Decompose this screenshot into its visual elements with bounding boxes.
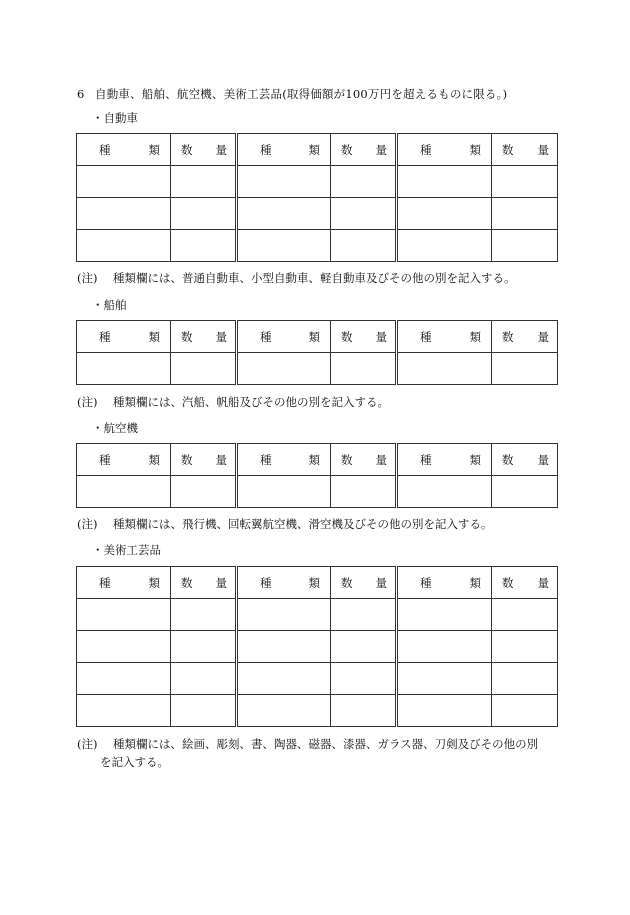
quantity-cell[interactable] (331, 230, 397, 262)
kind-header (397, 444, 492, 476)
quantity-header-char: 数 (502, 142, 514, 157)
kind-header-char: 種 (420, 142, 432, 157)
quantity-header (492, 321, 558, 353)
section-heading (77, 86, 507, 102)
ship-note (77, 394, 389, 410)
quantity-cell[interactable] (331, 631, 397, 663)
kind-cell[interactable] (397, 230, 492, 262)
kind-header-char: 類 (469, 575, 481, 590)
kind-header-char: 類 (148, 329, 160, 344)
artwork-note-continued: を記入する。 (100, 755, 169, 769)
quantity-header-char: 量 (537, 142, 549, 157)
kind-header-char: 類 (148, 575, 160, 590)
kind-cell[interactable] (237, 230, 331, 262)
table-header-row (77, 444, 558, 476)
kind-cell[interactable] (237, 695, 331, 727)
quantity-header-char: 数 (341, 329, 353, 344)
quantity-header (331, 444, 397, 476)
kind-header-char: 類 (308, 329, 320, 344)
quantity-header-char: 量 (215, 142, 227, 157)
quantity-header-char: 数 (181, 575, 193, 590)
quantity-header-char: 数 (181, 329, 193, 344)
kind-cell[interactable] (237, 353, 331, 385)
note-tag: (注) (77, 395, 98, 409)
quantity-header (171, 321, 237, 353)
kind-cell[interactable] (397, 631, 492, 663)
quantity-header-char: 量 (215, 452, 227, 467)
kind-cell[interactable] (77, 663, 171, 695)
quantity-header (331, 567, 397, 599)
quantity-header (171, 567, 237, 599)
quantity-header-char: 量 (537, 329, 549, 344)
kind-cell[interactable] (237, 198, 331, 230)
kind-cell[interactable] (77, 166, 171, 198)
kind-header-char: 種 (420, 452, 432, 467)
quantity-cell[interactable] (331, 599, 397, 631)
group-label-automobile: ・自動車 (92, 111, 138, 125)
kind-header-char: 類 (469, 142, 481, 157)
quantity-cell[interactable] (492, 599, 558, 631)
table-row (77, 631, 558, 663)
quantity-cell[interactable] (492, 631, 558, 663)
kind-cell[interactable] (77, 695, 171, 727)
kind-header-char: 種 (99, 329, 111, 344)
section-number: 6 (77, 87, 85, 101)
quantity-cell[interactable] (171, 476, 237, 508)
table-header-row (77, 321, 558, 353)
kind-header (77, 321, 171, 353)
artwork-table (76, 566, 558, 727)
quantity-cell[interactable] (171, 198, 237, 230)
quantity-header-char: 数 (341, 575, 353, 590)
kind-header (237, 321, 331, 353)
kind-header (237, 134, 331, 166)
kind-header (397, 321, 492, 353)
note-text: 種類欄には、絵画、彫刻、書、陶器、磁器、漆器、ガラス器、刀剣及びその他の別 (113, 737, 539, 751)
kind-header-char: 類 (469, 452, 481, 467)
kind-header-char: 種 (260, 575, 272, 590)
quantity-header-char: 量 (375, 142, 387, 157)
quantity-cell[interactable] (492, 230, 558, 262)
kind-header (397, 134, 492, 166)
quantity-header-char: 量 (215, 329, 227, 344)
kind-header-char: 類 (148, 142, 160, 157)
kind-header (397, 567, 492, 599)
quantity-header (171, 444, 237, 476)
quantity-header-char: 数 (502, 329, 514, 344)
kind-cell[interactable] (237, 476, 331, 508)
quantity-header-char: 量 (215, 575, 227, 590)
kind-cell[interactable] (397, 166, 492, 198)
kind-header-char: 種 (260, 452, 272, 467)
quantity-header (492, 567, 558, 599)
quantity-cell[interactable] (171, 599, 237, 631)
kind-cell[interactable] (77, 353, 171, 385)
automobile-note (77, 270, 516, 286)
quantity-cell[interactable] (331, 695, 397, 727)
table-header-row (77, 567, 558, 599)
kind-header (237, 444, 331, 476)
aircraft-note (77, 516, 493, 532)
group-label-ship: ・船舶 (92, 298, 127, 312)
quantity-cell[interactable] (492, 198, 558, 230)
ship-table (76, 320, 558, 385)
kind-header-char: 類 (308, 142, 320, 157)
kind-header-char: 種 (99, 575, 111, 590)
kind-cell[interactable] (237, 663, 331, 695)
table-row (77, 166, 558, 198)
kind-cell[interactable] (77, 476, 171, 508)
table-row (77, 663, 558, 695)
quantity-header (331, 321, 397, 353)
table-row (77, 353, 558, 385)
kind-header-char: 種 (99, 452, 111, 467)
kind-header (77, 567, 171, 599)
quantity-header (492, 444, 558, 476)
group-label-artwork: ・美術工芸品 (92, 543, 161, 557)
quantity-cell[interactable] (171, 631, 237, 663)
kind-header (237, 567, 331, 599)
note-tag: (注) (77, 737, 98, 751)
kind-cell[interactable] (237, 599, 331, 631)
quantity-cell[interactable] (171, 695, 237, 727)
kind-cell[interactable] (77, 631, 171, 663)
note-text: 種類欄には、汽船、帆船及びその他の別を記入する。 (113, 395, 389, 409)
table-row (77, 198, 558, 230)
quantity-cell[interactable] (492, 663, 558, 695)
quantity-header-char: 量 (375, 452, 387, 467)
quantity-header-char: 量 (537, 575, 549, 590)
quantity-header (331, 134, 397, 166)
quantity-cell[interactable] (331, 353, 397, 385)
note-text: 種類欄には、飛行機、回転翼航空機、滑空機及びその他の別を記入する。 (113, 517, 493, 531)
kind-header-char: 類 (148, 452, 160, 467)
section-title: 自動車、船舶、航空機、美術工芸品(取得価額が100万円を超えるものに限る。) (95, 87, 508, 101)
quantity-cell[interactable] (171, 663, 237, 695)
kind-header-char: 類 (308, 575, 320, 590)
quantity-header-char: 数 (502, 575, 514, 590)
artwork-note (77, 736, 538, 752)
quantity-header-char: 量 (375, 329, 387, 344)
quantity-header-char: 数 (181, 452, 193, 467)
quantity-cell[interactable] (331, 663, 397, 695)
kind-header-char: 種 (260, 142, 272, 157)
quantity-header (492, 134, 558, 166)
kind-cell[interactable] (237, 166, 331, 198)
kind-header-char: 種 (420, 329, 432, 344)
kind-header-char: 種 (260, 329, 272, 344)
note-tag: (注) (77, 517, 98, 531)
kind-header-char: 類 (308, 452, 320, 467)
quantity-header (171, 134, 237, 166)
kind-cell[interactable] (397, 198, 492, 230)
quantity-header-char: 数 (502, 452, 514, 467)
kind-header-char: 種 (99, 142, 111, 157)
quantity-cell[interactable] (171, 166, 237, 198)
quantity-cell[interactable] (492, 353, 558, 385)
quantity-cell[interactable] (171, 230, 237, 262)
aircraft-table (76, 443, 558, 508)
table-row (77, 230, 558, 262)
note-tag: (注) (77, 271, 98, 285)
quantity-cell[interactable] (171, 353, 237, 385)
table-header-row (77, 134, 558, 166)
kind-cell[interactable] (397, 476, 492, 508)
quantity-cell[interactable] (331, 166, 397, 198)
kind-header (77, 134, 171, 166)
table-row (77, 695, 558, 727)
quantity-header-char: 量 (375, 575, 387, 590)
quantity-header-char: 数 (341, 452, 353, 467)
quantity-cell[interactable] (492, 695, 558, 727)
quantity-header-char: 数 (341, 142, 353, 157)
kind-cell[interactable] (77, 198, 171, 230)
kind-cell[interactable] (397, 353, 492, 385)
quantity-cell[interactable] (331, 476, 397, 508)
group-label-aircraft: ・航空機 (92, 421, 138, 435)
kind-cell[interactable] (397, 695, 492, 727)
quantity-cell[interactable] (492, 166, 558, 198)
kind-header-char: 類 (469, 329, 481, 344)
quantity-cell[interactable] (492, 476, 558, 508)
quantity-cell[interactable] (331, 198, 397, 230)
kind-cell[interactable] (397, 599, 492, 631)
kind-cell[interactable] (397, 663, 492, 695)
kind-cell[interactable] (77, 230, 171, 262)
kind-header-char: 種 (420, 575, 432, 590)
note-text: 種類欄には、普通自動車、小型自動車、軽自動車及びその他の別を記入する。 (113, 271, 516, 285)
quantity-header-char: 量 (537, 452, 549, 467)
quantity-header-char: 数 (181, 142, 193, 157)
kind-cell[interactable] (237, 631, 331, 663)
table-row (77, 476, 558, 508)
table-row (77, 599, 558, 631)
kind-header (77, 444, 171, 476)
kind-cell[interactable] (77, 599, 171, 631)
automobile-table (76, 133, 558, 262)
